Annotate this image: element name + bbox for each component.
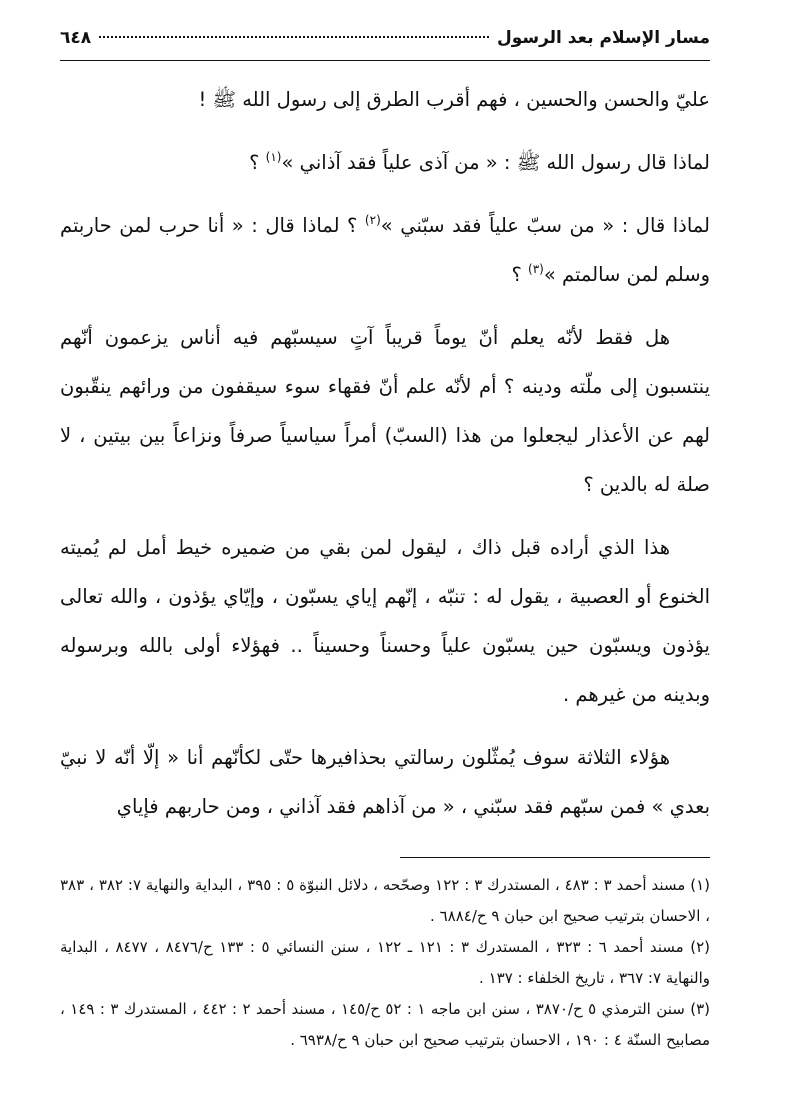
book-page (60, 28, 710, 1056)
running-header (60, 28, 710, 61)
footnotes (60, 870, 710, 1056)
footnote: (٣) سنن الترمذي ٥ ح/٣٨٧٠ ، سنن ابن ماجه ١ : ٥٢ ح/١٤٥ ، مسند أحمد ٢ : ٤٤٢ ، المستدرك ٣ : ١٤٩ ، مصابيح السنّة ٤ : ١٩٠ ، الاحسان بترتيب صحيح ابن حبان ٩ ح/٦٩٣٨ . (60, 1000, 710, 1049)
page-title: مسار الإسلام بعد الرسول (496, 28, 710, 48)
footnote: (٢) مسند أحمد ٦ : ٣٢٣ ، المستدرك ٣ : ١٢١ ـ ١٢٢ ، سنن النسائي ٥ : ١٣٣ ح/٨٤٧٦ ، ٨٤٧٧ ، البداية والنهاية ٧: ٣٦٧ ، تاريخ الخلفاء : ١٣٧ . (60, 938, 711, 987)
header-dot-leader (99, 36, 489, 38)
body-text (60, 75, 710, 831)
footnote-ref: (١) (265, 150, 282, 164)
paragraph: هؤلاء الثلاثة سوف يُمثّلون رسالتي بحذافيرها حتّى لكأنّهم أنا « إلّا أنّه لا نبيّ بعدي » فمن سبّهم فقد سبّني ، « من آذاهم فقد آذاني ، ومن حاربهم فإياي (60, 746, 710, 818)
footnote: (١) مسند أحمد ٣ : ٤٨٣ ، المستدرك ٣ : ١٢٢ وصحّحه ، دلائل النبوّة ٥ : ٣٩٥ ، البداية والنهاية ٧: ٣٨٢ ، ٣٨٣ ، الاحسان بترتيب صحيح ابن حبان ٩ ح/٦٨٨٤ . (60, 876, 710, 925)
paragraph: لماذا قال رسول الله ﷺ : « من آذى علياً فقد آذاني »$^{(١)}$ ؟ (249, 150, 710, 174)
page-number: ٦٤٨ (60, 28, 92, 48)
footnote-separator (400, 857, 710, 858)
paragraph: عليّ والحسن والحسين ، فهم أقرب الطرق إلى رسول الله ﷺ ! (198, 88, 710, 111)
paragraph: هل فقط لأنّه يعلم أنّ يوماً قريباً آتٍ سيسبّهم فيه أناس يزعمون أنّهم ينتسبون إلى ملّته ودينه ؟ أم لأنّه علم أنّ فقهاء سوء سيقفون من ورائهم ينقّبون لهم عن الأعذار ليجعلوا من هذا (السبّ) أمراً سياسياً صرفاً ونزاعاً بين بيتين ، لا صلة له بالدين ؟ (60, 326, 710, 496)
paragraph: هذا الذي أراده قبل ذاك ، ليقول لمن بقي من ضميره خيط أمل لم يُميته الخنوع أو العصبية ، يقول له : تنبّه ، إنّهم إياي يسبّون ، وإيّاي يؤذون ، والله تعالى يؤذون ويسبّون حين يسبّون علياً وحسناً وحسيناً .. فهؤلاء أولى بالله وبرسوله وبدينه من غيرهم . (60, 536, 710, 706)
footnote-ref: (٣) (528, 262, 544, 276)
footnote-ref: (٢) (364, 213, 381, 227)
paragraph: لماذا قال : « من سبّ علياً فقد سبّني »$^{(٢)}$ ؟ لماذا قال : « أنا حرب لمن حاربتم وسلم لمن سالمتم »$^{(٣)}$ ؟ (60, 213, 710, 286)
